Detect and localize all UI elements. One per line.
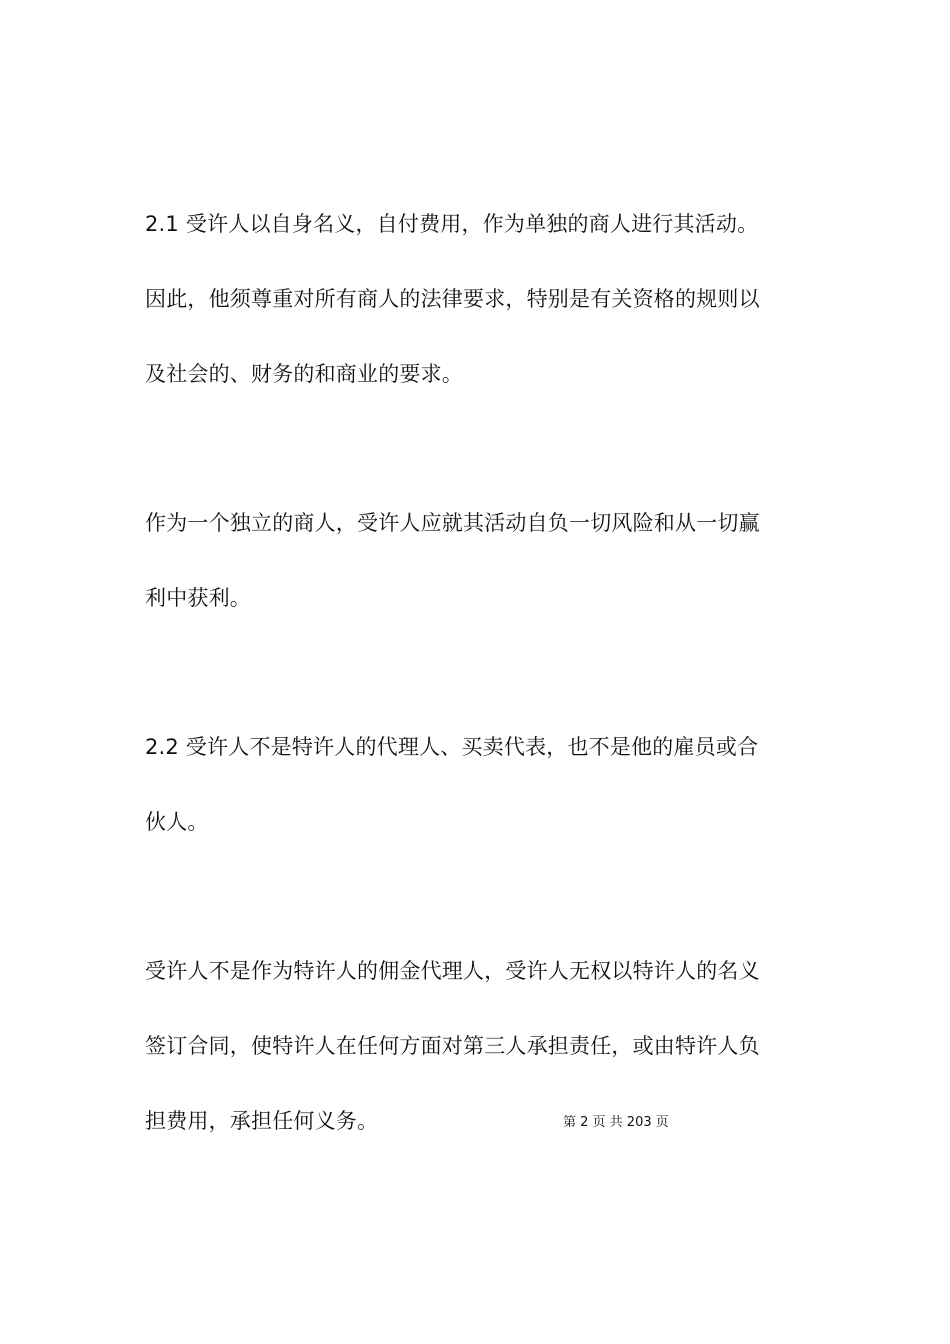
paragraph-line: 签订合同，使特许人在任何方面对第三人承担责任，或由特许人负 — [145, 1034, 760, 1058]
paragraph-line: 2.1 受许人以自身名义，自付费用，作为单独的商人进行其活动。 — [145, 212, 759, 236]
paragraph-line: 伙人。 — [145, 810, 209, 834]
paragraph-line: 受许人不是作为特许人的佣金代理人，受许人无权以特许人的名义 — [145, 959, 760, 983]
paragraph-line: 作为一个独立的商人，受许人应就其活动自负一切风险和从一切赢 — [145, 511, 760, 535]
page-number-footer: 第 2 页 共 203 页 — [563, 1115, 669, 1130]
paragraph-line: 担费用，承担任何义务。 — [145, 1109, 379, 1133]
paragraph-line: 利中获利。 — [145, 586, 251, 610]
paragraph-line: 因此，他须尊重对所有商人的法律要求，特别是有关资格的规则以 — [145, 287, 760, 311]
paragraph-line: 及社会的、财务的和商业的要求。 — [145, 362, 463, 386]
paragraph-line: 2.2 受许人不是特许人的代理人、买卖代表，也不是他的雇员或合 — [145, 735, 759, 759]
